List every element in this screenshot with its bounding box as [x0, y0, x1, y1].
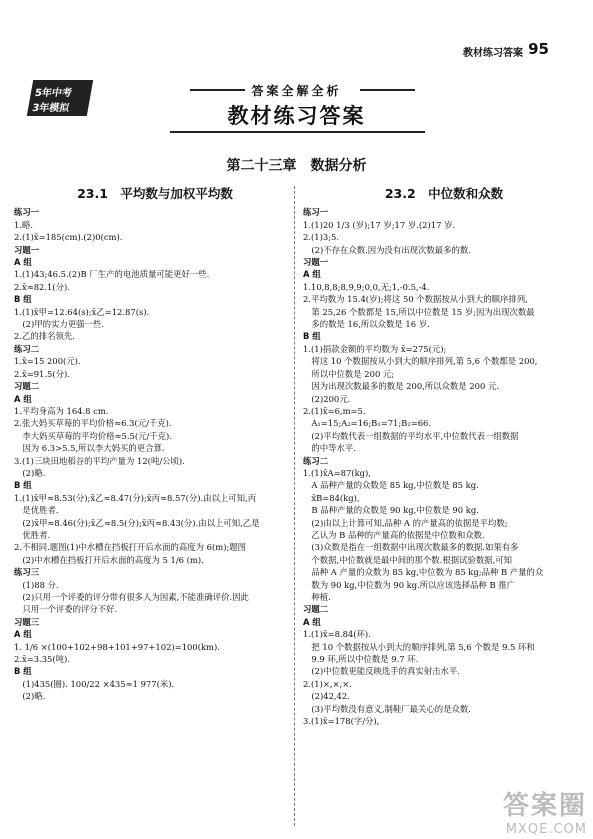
answer-line: 数为 90 kg,中位数为 90 kg.所以应该选择品种 B 推广	[303, 579, 516, 590]
answer-line: 把 10 个数据按从小到大的顺序排列,第 5,6 个数是 9.5 环和	[303, 641, 535, 652]
answer-line: 将这 10 个数据按从小到大的顺序排列,第 5,6 个数都是 200,	[303, 356, 538, 367]
subheading: B 组	[14, 666, 32, 677]
answer-line: 3.(1)x̄=178(字/分),	[303, 716, 380, 727]
answer-line: (3)平均数没有意义,制鞋厂最关心的是众数.	[303, 703, 471, 714]
answer-line: 1.(1)x̄甲=12.64(s);x̄乙=12.87(s).	[14, 306, 150, 317]
answer-line: 1.(1)x̄=8.84(环).	[303, 629, 371, 640]
watermark-logo-text: 答案圈	[502, 791, 587, 821]
answer-line: 1.平均身高为 164.8 cm.	[14, 405, 109, 416]
answer-line: (2)平均数代表一组数据的平均水平,中位数代表一组数据	[303, 430, 519, 441]
section-title-23-2: 23.2 中位数和众数	[384, 186, 504, 201]
subheading: B 组	[14, 294, 32, 305]
answer-line: 乙认为 B 品种的产量高的依据是中位数和众数.	[303, 529, 485, 540]
answer-line: 多的数是 16,所以众数是 16 岁.	[303, 319, 430, 330]
answer-line: (3)众数是指在一组数据中出现次数最多的数据.如果有多	[303, 542, 519, 553]
answer-line: 9.9 环,所以中位数是 9.7 环.	[303, 654, 419, 665]
subheading: A 组	[303, 269, 321, 280]
logo-line2: 3年模拟	[31, 103, 71, 114]
answer-line: 李大妈买草莓的平均价格≈5.5(元/千克).	[14, 430, 172, 441]
answer-line: 品种 A 产量的众数为 85 kg,中位数为 85 kg;品种 B 产量的众	[303, 567, 544, 578]
answer-line: (2)42,42.	[303, 691, 350, 702]
answer-line: 1.(1)捐款金额的平均数为 x̄=275(元);	[303, 343, 447, 354]
subheading: A 组	[14, 393, 32, 404]
right-column	[303, 186, 585, 727]
answer-line: (2)由以上计算可知,品种 A 的产量高的依据是平均数;	[303, 517, 508, 528]
subheading: 习题三	[14, 616, 40, 627]
answer-line: (2)x̄甲≈8.46(分);x̄乙≈8.5(分);x̄丙≈8.43(分).由以上可知,乙是	[14, 517, 260, 528]
answer-line: 2.张大妈买草莓的平均价格≈6.3(元/千克).	[14, 418, 172, 429]
answer-line: 2.乙的排名领先.	[14, 331, 75, 342]
answer-line: x̄B=84(kg),	[303, 492, 360, 503]
answer-line: 只用一个评委的评分不好.	[14, 604, 118, 615]
header-title: 教材练习答案	[463, 48, 523, 59]
answer-line: 2.x̄≈82.1(分).	[14, 281, 70, 292]
answer-line: 1.(1)x̄A=87(kg),	[303, 467, 371, 478]
watermark	[503, 785, 587, 837]
answer-line: 2.(1)x̄=185(cm).(2)0(cm).	[14, 232, 123, 243]
answer-line: 1. 1/6 ×(100+102+98+101+97+102)=100(km).	[14, 641, 220, 652]
answer-line: (2)只用一个评委的评分带有很多人为因素,不能准确评价.因此	[14, 592, 249, 602]
subheading: 练习一	[14, 207, 40, 218]
answer-line: 1.(1)43;46.5.(2)B 厂生产的电池质量可能更好一些.	[14, 269, 210, 280]
subheading: A 组	[14, 257, 32, 268]
answer-line: 个数据,中位数就是最中间的那个数.根据试验数据,可知	[303, 554, 512, 565]
answer-line: (2)略.	[14, 467, 46, 478]
section-title-23-1: 23.1 平均数与加权平均数	[77, 186, 233, 201]
answer-line: 1.(1)x̄甲≈8.53(分);x̄乙≈8.47(分);x̄丙≈8.57(分).由以上可知,丙	[14, 492, 257, 503]
answer-line: (2)中水槽在挡板打开后水面的高度为 5 1/6 (m).	[14, 554, 204, 565]
answer-line: (2)不存在众数.因为没有出现次数最多的数.	[303, 244, 471, 255]
answer-line: 因为 6.3>5.5,所以李大妈买的更合算.	[14, 443, 165, 454]
answer-line: A 品种产量的众数是 85 kg,中位数是 85 kg.	[303, 480, 479, 491]
banner-subtitle: 答案全解全析	[251, 84, 342, 98]
answer-line: A₁=15;A₂=16;B₁=71;B₂=66.	[303, 418, 432, 429]
banner-underline	[170, 131, 425, 133]
subheading: A 组	[14, 629, 32, 640]
answer-line: 因为出现次数最多的数是 200,所以众数是 200 元.	[303, 381, 500, 392]
subheading: 习题二	[14, 381, 40, 392]
subheading: A 组	[303, 616, 321, 627]
answer-line: 2.(1)×,×,×.	[303, 678, 352, 689]
subheading: 练习一	[303, 207, 329, 218]
answer-line: 优胜者.	[14, 529, 51, 540]
answer-line: (2)甲的实力更强一些.	[14, 319, 104, 330]
subheading: 习题二	[303, 604, 329, 615]
watermark-url: MXQE.COM	[505, 822, 587, 837]
answer-line: 第 25,26 个数都是 15,所以中位数是 15 岁;因为出现次数最	[303, 306, 535, 317]
subheading: 练习二	[303, 455, 329, 466]
banner-title: 教材练习答案	[227, 104, 366, 128]
answer-line: (2)略.	[14, 691, 46, 702]
answer-line: 种植.	[303, 592, 331, 602]
answer-line: 2.(1)x̄=6,m=5.	[303, 405, 366, 416]
answer-line: 1.10,8,8;8,9,9;0,0,无;1,-0.5,-4.	[303, 281, 430, 292]
subheading: 练习二	[14, 343, 40, 354]
answer-line: 1.略.	[14, 219, 34, 230]
page-number: 95	[528, 40, 549, 58]
subheading: 习题一	[303, 257, 329, 268]
answer-line: 2.x̄=91.5(分).	[14, 368, 70, 379]
answer-line: 的中等水平.	[303, 443, 356, 454]
subheading: B 组	[303, 331, 321, 342]
page-header	[0, 0, 593, 59]
answer-line: 所以中位数是 200 元;	[303, 368, 395, 379]
chapter-title: 第二十三章 数据分析	[226, 158, 367, 174]
answer-line: 1.x̄=15 200(元).	[14, 356, 81, 367]
answer-line: B 品种产量的众数是 90 kg,中位数是 90 kg.	[303, 505, 479, 516]
answer-line: (2)中位数更能反映选手的真实射击水平.	[303, 666, 460, 677]
answer-line: 1.(1)20 1/3 (岁);17 岁;17 岁.(2)17 岁.	[303, 219, 456, 230]
left-column	[14, 186, 296, 703]
answer-line: 2.x̄=3.35(吨).	[14, 654, 70, 665]
answer-line: (1)435(圈). 100/22 ×435≈1 977(米).	[14, 678, 175, 689]
answer-line: 2.平均数为 15.4(岁);将这 50 个数据按从小到大的顺序排列,	[303, 294, 528, 305]
subheading: 习题一	[14, 244, 40, 255]
answer-line: 2.(1)3;5.	[303, 232, 339, 243]
subheading: B 组	[14, 480, 32, 491]
answer-line: (1)88 分.	[14, 579, 59, 590]
answer-line: 2.不相同.题图(1)中水槽在挡板打开后水面的高度为 6(m);题图	[14, 542, 247, 553]
answer-line: 3.(1)三块田地稻谷的平均产量为 12(吨/公顷).	[14, 455, 185, 466]
logo-line1: 5年中考	[33, 88, 73, 99]
answer-line: 是优胜者.	[14, 505, 59, 516]
answer-line: (2)200元.	[303, 393, 351, 404]
subheading: 练习三	[14, 567, 40, 578]
